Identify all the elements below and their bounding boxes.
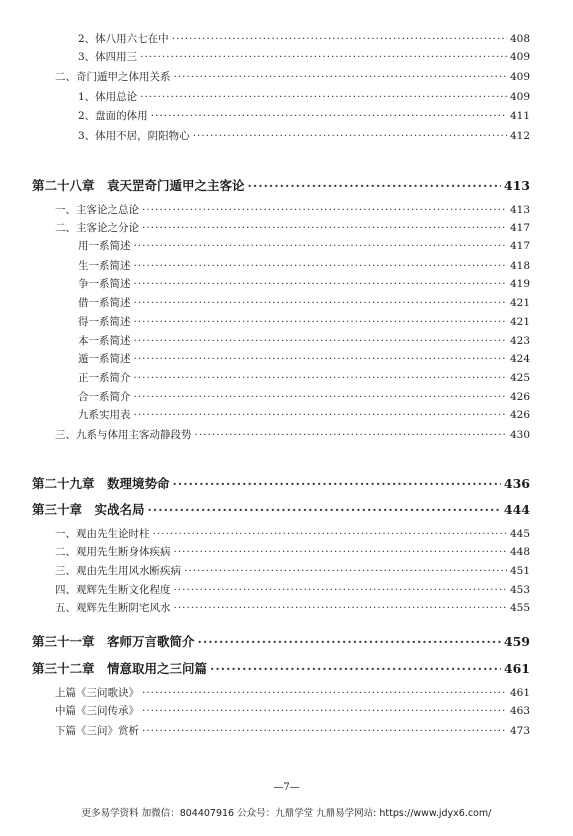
- dot-leader: [134, 370, 507, 386]
- dot-leader: [134, 407, 507, 423]
- dot-leader: [140, 89, 507, 105]
- dot-leader: [174, 600, 507, 616]
- toc-entry-title: 2、体八用六七在中: [78, 33, 169, 45]
- toc-entry: [55, 427, 530, 443]
- toc-entry: [78, 49, 530, 65]
- toc-chapter-entry: [32, 632, 530, 652]
- toc-chapter-entry: [32, 176, 530, 196]
- toc-entry-title: 二、奇门遁甲之体用关系: [55, 71, 171, 83]
- toc-entry-page: 413: [503, 178, 530, 193]
- toc-entry-page: 424: [509, 353, 530, 365]
- dot-leader: [172, 31, 507, 47]
- toc-entry-page: 411: [509, 110, 530, 122]
- toc-entry: [78, 108, 530, 124]
- dot-leader: [142, 685, 507, 701]
- toc-entry: [78, 314, 530, 330]
- toc-entry-title: 三、九系与体用主客动静段势: [55, 429, 192, 441]
- dot-leader: [142, 703, 507, 719]
- dot-leader: [134, 314, 507, 330]
- toc-entry-page: 417: [509, 240, 530, 252]
- toc-entry-page: 413: [509, 204, 530, 216]
- toc-entry: [55, 563, 530, 579]
- toc-chapter-entry: [32, 659, 530, 679]
- toc-entry-page: 408: [509, 33, 530, 45]
- dot-leader: [151, 108, 507, 124]
- dot-leader: [174, 544, 507, 560]
- dot-leader: [140, 49, 507, 65]
- dot-leader: [198, 632, 501, 652]
- dot-leader: [248, 176, 501, 196]
- toc-entry-page: 451: [509, 565, 530, 577]
- toc-entry-page: 419: [509, 278, 530, 290]
- dot-leader: [193, 128, 507, 144]
- toc-entry-page: 463: [509, 705, 530, 717]
- dot-leader: [134, 333, 507, 349]
- dot-leader: [148, 500, 501, 520]
- toc-entry-title: 2、盘面的体用: [78, 110, 148, 122]
- toc-entry-title: 一、主客论之总论: [55, 204, 139, 216]
- toc-entry-title: 得一系简述: [78, 316, 131, 328]
- dot-leader: [134, 295, 507, 311]
- toc-entry-page: 425: [509, 372, 530, 384]
- toc-entry-title: 二、主客论之分论: [55, 222, 139, 234]
- toc-entry-page: 461: [509, 687, 530, 699]
- toc-entry-page: 421: [509, 297, 530, 309]
- toc-entry-title: 1、体用总论: [78, 91, 138, 103]
- toc-entry-title: 生一系简述: [78, 260, 131, 272]
- toc-entry-title: 3、体用不居，阴阳物心: [78, 130, 190, 142]
- toc-entry: [78, 389, 530, 405]
- toc-entry: [78, 370, 530, 386]
- toc-entry: [78, 258, 530, 274]
- toc-entry: [55, 220, 530, 236]
- dot-leader: [134, 351, 507, 367]
- toc-entry-title: 第二十九章 数理境势命: [32, 476, 170, 491]
- dot-leader: [142, 220, 507, 236]
- dot-leader: [134, 276, 507, 292]
- toc-entry-title: 下篇《三问》赏析: [55, 725, 139, 737]
- toc-entry-page: 409: [509, 51, 530, 63]
- toc-entry-title: 上篇《三问歌诀》: [55, 687, 139, 699]
- toc-entry-page: 423: [509, 335, 530, 347]
- toc-entry: [55, 526, 530, 542]
- toc-entry-page: 453: [509, 584, 530, 596]
- toc-entry: [55, 703, 530, 719]
- toc-entry-title: 争一系简述: [78, 278, 131, 290]
- toc-entry-page: 430: [509, 429, 530, 441]
- toc-entry-title: 五、观辉先生断阴宅风水: [55, 602, 171, 614]
- toc-entry: [55, 544, 530, 560]
- toc-entry-title: 四、观辉先生断文化程度: [55, 584, 171, 596]
- toc-entry: [78, 295, 530, 311]
- dot-leader: [195, 427, 507, 443]
- toc-chapter-entry: [32, 474, 530, 494]
- toc-entry-page: 455: [509, 602, 530, 614]
- toc-entry-page: 444: [503, 502, 530, 517]
- toc-entry: [55, 202, 530, 218]
- toc-entry-title: 第二十八章 袁天罡奇门遁甲之主客论: [32, 178, 245, 193]
- dot-leader: [184, 563, 507, 579]
- toc-entry-page: 461: [503, 661, 530, 676]
- toc-entry: [78, 351, 530, 367]
- toc-entry: [55, 582, 530, 598]
- toc-entry-page: 418: [509, 260, 530, 272]
- toc-entry-title: 遁一系简述: [78, 353, 131, 365]
- dot-leader: [134, 258, 507, 274]
- toc-entry: [78, 407, 530, 423]
- toc-entry-title: 借一系简述: [78, 297, 131, 309]
- toc-entry-page: 459: [503, 634, 530, 649]
- toc-entry-title: 用一系简述: [78, 240, 131, 252]
- dot-leader: [134, 389, 507, 405]
- dot-leader: [153, 526, 507, 542]
- toc-entry-page: 412: [509, 130, 530, 142]
- toc-entry-page: 473: [509, 725, 530, 737]
- dot-leader: [210, 659, 501, 679]
- dot-leader: [174, 582, 507, 598]
- toc-entry: [78, 333, 530, 349]
- toc-entry-page: 426: [509, 409, 530, 421]
- toc-entry-title: 3、体四用三: [78, 51, 138, 63]
- toc-entry-page: 417: [509, 222, 530, 234]
- toc-entry: [55, 685, 530, 701]
- toc-entry: [78, 238, 530, 254]
- toc-chapter-entry: [32, 500, 530, 520]
- toc-entry-title: 一、观由先生论时柱: [55, 528, 150, 540]
- toc-entry-title: 合一系简介: [78, 391, 131, 403]
- toc-entry: [78, 31, 530, 47]
- footer-text: 更多易学资料 加微信：804407916 公众号：九鼎学堂 九鼎易学网站: https://www.jdyx6.com/: [81, 808, 492, 819]
- toc-entry-page: 421: [509, 316, 530, 328]
- dot-leader: [142, 202, 507, 218]
- toc-entry-page: 409: [509, 71, 530, 83]
- toc-entry-page: 426: [509, 391, 530, 403]
- toc-entry: [55, 600, 530, 616]
- page-number: —7—: [273, 782, 300, 793]
- dot-leader: [142, 723, 507, 739]
- toc-entry-page: 445: [509, 528, 530, 540]
- toc-entry-title: 本一系简述: [78, 335, 131, 347]
- toc-entry-title: 三、观由先生用风水断疾病: [55, 565, 181, 577]
- dot-leader: [173, 474, 501, 494]
- toc-entry: [78, 89, 530, 105]
- toc-entry: [78, 128, 530, 144]
- toc-entry-title: 第三十章 实战名局: [32, 502, 145, 517]
- dot-leader: [174, 69, 507, 85]
- dot-leader: [134, 238, 507, 254]
- toc-entry-page: 448: [509, 546, 530, 558]
- toc-entry-title: 二、观用先生断身体疾病: [55, 546, 171, 558]
- toc-entry-title: 第三十一章 客师万言歌简介: [32, 634, 195, 649]
- toc-entry-title: 中篇《三问传承》: [55, 705, 139, 717]
- toc-entry: [78, 276, 530, 292]
- toc-entry: [55, 723, 530, 739]
- toc-entry: [55, 69, 530, 85]
- toc-entry-page: 409: [509, 91, 530, 103]
- toc-entry-title: 九系实用表: [78, 409, 131, 421]
- toc-entry-page: 436: [503, 476, 530, 491]
- toc-entry-title: 第三十二章 情意取用之三问篇: [32, 661, 208, 676]
- toc-entry-title: 正一系简介: [78, 372, 131, 384]
